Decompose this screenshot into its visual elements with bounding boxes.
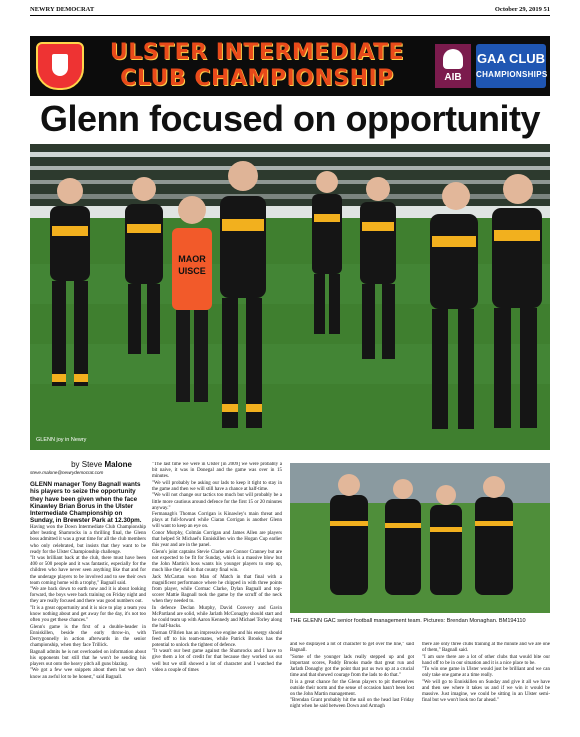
headline: Glenn focused on opportunity [40,98,540,139]
paragraph: Fermanagh's Thomas Corrigan is Kinawley's main threat and plays at full-forward while Ciaran Corrigan is another Glenn will want to keep an eye on. [152,512,282,530]
banner-title [92,40,422,92]
paragraph: "To win one game in Ulster would just be brilliant and we can only take one game at a time really. [422,667,550,679]
byline-prefix: by Steve [71,460,105,469]
paragraph: there are only three clubs training at the minute and we are one of them," Bagnall said. [422,642,550,654]
ulster-crest-icon [36,42,84,90]
top-rule [30,15,550,16]
management-team-image [290,463,550,613]
aib-text: AIB [444,72,462,83]
paragraph: Conor Murphy, Colmán Corrigan and James Allen are players that helped St Michael's Enniskillen win the Hogan Cup earlier this year and are in the panel. [152,531,282,549]
paragraph: Having won the Down Intermediate Club Championship after beating Shamrocks in a thrilling final, the Glenn boss admitted it was a great time for all the club members who only celebrated, but insists that they want to be ready for the Ulster Championship challenge. [30,525,146,555]
paragraph: "Brendan Grant probably hit the nail on the head last Friday night when he said between Down and Armagh [290,698,414,710]
paragraph: "We will go to Enniskillen on Sunday and give it all we have and then see where it takes us and if we win it would be massive. Just imagine, we could be sitting in an Ulster semi-final but we won't look too far ahead." [422,680,550,704]
paragraph: "We are back down to earth now and it is about looking forward, the boys were back training on Friday night and they are really focused and there was good numbers out. [30,587,146,605]
paragraph: "I am sure there are a lot of other clubs that would bite our hand off to be in our situation and it is a nice place to be. [422,654,550,666]
paragraph: "We got a few wee snippets about them but we don't know an awful lot to be honest," said Bagnall. [30,668,146,680]
paragraph: and we displayed a lot of character to get over the line," said Bagnall. [290,642,414,654]
paragraph: "We will probably be asking our lads to keep it tight to stay in the game and then we will still have a chance at half-time. [152,480,282,492]
article-column-3 [290,642,414,729]
paragraph: "It wasn't our best game against the Shamrocks and I have to give them a lot of credit for that because they worked us out well but we still showed a lot of character and I watched the video a couple of times [152,649,282,673]
paragraph: "It is a great opportunity and it is nice to play a team you know nothing about and get away for the day, it's not too often you get these chances." [30,606,146,624]
paragraph: Glenn's game is the first of a double-header in Enniskillen, beside the early throw-in, with Derrygonnelly in action afterwards in the senior championship, when they face Trillick. [30,624,146,649]
aib-logo [435,44,471,88]
date-page: October 29, 2019 51 [494,6,550,13]
gaa-logo-line2: CHAMPIONSHIPS [476,70,548,79]
article-lead: GLENN manager Tony Bagnall wants his players to seize the opportunity they have been given when the face Kinawley Brian Borus in the Ulster Intermediate Championship on Sunday, in Brewster Park at 12.30pm. [30,481,142,525]
byline [30,460,146,475]
byline-email: steve.malone@newrydemocrat.com [30,470,104,475]
article-column-1 [30,481,146,729]
championship-banner [30,36,550,96]
paper-name: NEWRY DEMOCRAT [30,6,95,13]
byline-author: Malone [104,460,132,469]
byline-name [30,460,146,469]
team-photo-caption: THE GLENN GAC senior football management team. Pictures: Brendan Monaghan. BM194110 [290,618,526,624]
paragraph: Bagnall admits he is not overloaded on information about his opponents but still that he won't be sending his players out onto the heavy pitch all guns blazing. [30,649,146,667]
bib-text-line1: MAOR [178,254,206,264]
article-column-4 [422,642,550,729]
players-celebrating-image [30,144,550,450]
paragraph: "Some of the younger lads really stepped up and got important scores, Paddy Brooks made that great run and Jarlath Donaghy got the point that put us two up at a crucial time and that showed courage from the lads to do that." [290,654,414,678]
gaa-club-championships-logo [476,44,546,88]
paragraph: "We will not change our tactics too much but will probably be a little more cautious around defence for the first 15 or 20 minutes anyway." [152,493,282,511]
bib-text-line2: UISCE [178,266,206,276]
paragraph: In defence Declan Murphy, David Convery and Gavin McPartland are solid, while Jarlath McConaghy should start and he could team up with Aaron Kennedy and Michael Torley along the half-backs. [152,605,282,629]
main-photo-caption: GLENN joy in Newry [36,437,87,443]
team-photo [290,463,550,613]
banner-title-line2: CLUB CHAMPIONSHIP [120,66,394,91]
article-column-2 [152,462,282,729]
paragraph: "It was brilliant back at the club, there must have been 400 or 500 people and it was fantastic, especially for the children who have never seen anything like that and for the underage players to be involved and to see their own team coming home with a trophy," Bagnall said. [30,556,146,586]
paragraph: Jack McCartan won Man of Match in that final with a magnificent performance where he chipped in with three points from player, while Cormac Clarke, Dylan Bagnall and top-scorer Mattie Bagnall took the game by the scruff of the neck when they needed to. [152,574,282,605]
paragraph: "The last time we were in Ulster [in 2009] we were probably a bit naive, it was in Donegal and the game was over in 15 minutes. [152,462,282,480]
paragraph: Glenn's joint captains Stevie Clarke are Connor Cranney but are not expected to be fit for Sunday, which is a massive blow but the John Martin's boss wants his younger players to step up, much like they did in that county final win. [152,549,282,574]
paragraph: Tiernan O'Brien has an impressive engine and his energy should feed off to his team-mates, while Patrick Brooks has the potential to unlock the tightest of defence. [152,630,282,648]
banner-title-line1: ULSTER INTERMEDIATE [109,40,405,65]
aib-mark-icon [443,49,463,69]
paragraph: It is a great chance for the Glenn players to pit themselves outside their norm and the sense of occasion hasn't been lost on the John Martin management. [290,679,414,697]
gaa-logo-line1: GAA CLUB [476,51,546,66]
main-photo [30,144,550,450]
